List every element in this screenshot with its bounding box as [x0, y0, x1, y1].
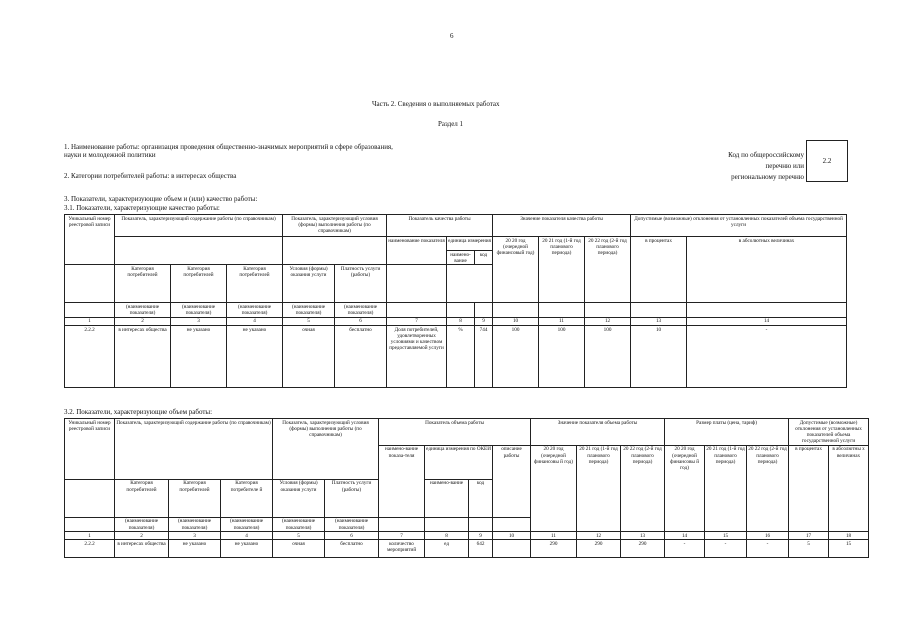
h-pct: в процентах [631, 237, 687, 303]
h-cat2: Категория потребителей [171, 265, 227, 303]
quality-heading: 3.1. Показатели, характеризующие качество работы: [64, 204, 220, 212]
h-cat3: Категория потребителе й [221, 479, 273, 517]
h-cond2: Платность услуги (работы) [335, 265, 387, 303]
t2-nums-cell-4: 4 [221, 532, 273, 540]
h-deviation: Допустимые (возможные) отклонения от установленных показателей объема государственной услуги [631, 215, 847, 237]
t2-row-cell-17: 5 [789, 540, 829, 558]
code-box: 2.2 [806, 140, 848, 182]
t2-row-cell-11: 290 [531, 540, 577, 558]
h-y2: 20 21 год (1-й год планового периода) [539, 237, 585, 303]
t2-nums-cell-8: 8 [425, 532, 469, 540]
h-cat1: Категория потребителей [115, 265, 171, 303]
t1-row-cell-11: 100 [539, 326, 585, 388]
h-y2: 20 21 год (1-й год планового периода) [577, 445, 621, 531]
t1-nums-cell-9: 9 [475, 317, 493, 325]
h-ind: (наименование показателя) [221, 517, 273, 531]
t2-nums-cell-2: 2 [115, 532, 169, 540]
h-y3: 20 22 год (2-й год планового периода) [621, 445, 665, 531]
t1-row-cell-14: - [687, 326, 847, 388]
h-ind: (наименование показателя) [171, 303, 227, 317]
t1-nums-cell-2: 2 [115, 317, 171, 325]
t1-row-cell-13: 10 [631, 326, 687, 388]
t2-row-cell-5: очная [273, 540, 325, 558]
t1-row-cell-9: 744 [475, 326, 493, 388]
h-cond1: Условия (формы) оказания услуги [273, 479, 325, 517]
t1-nums-cell-12: 12 [585, 317, 631, 325]
t2-row-cell-2: в интересах общества [115, 540, 169, 558]
t1-nums-cell-10: 10 [493, 317, 539, 325]
volume-heading: 3.2. Показатели, характеризующие объем работы: [64, 408, 213, 416]
t1-row-cell-12: 100 [585, 326, 631, 388]
t2-row-cell-9: 642 [469, 540, 493, 558]
h-conditions: Показатель, характеризующий условия (формы) выполнения работы (по справочникам) [273, 419, 379, 480]
t2-nums-cell-3: 3 [169, 532, 221, 540]
h-content: Показатель, характеризующий содержание работы (по справочникам) [115, 419, 273, 480]
column-numbers-row [65, 317, 847, 325]
t2-nums-cell-16: 16 [747, 532, 789, 540]
t1-row-cell-1: 2.2.2 [65, 326, 115, 388]
t2-row-cell-13: 290 [621, 540, 665, 558]
t1-row-cell-6: бесплатно [335, 326, 387, 388]
t1-row-cell-3: не указано [171, 326, 227, 388]
t2-row-cell-3: не указано [169, 540, 221, 558]
t1-row-cell-4: не указано [227, 326, 283, 388]
t2-row-cell-15: - [705, 540, 747, 558]
h-ind: (наименование показателя) [227, 303, 283, 317]
t1-nums-cell-7: 7 [387, 317, 447, 325]
t2-nums-cell-9: 9 [469, 532, 493, 540]
h-content: Показатель, характеризующий содержание работы (по справочникам) [115, 215, 283, 237]
code-label-2: перечню или [765, 162, 804, 170]
t2-nums-cell-11: 11 [531, 532, 577, 540]
t1-row-cell-7: Доля потребителей, удовлетворенных условиями и качеством предоставляемой услуги [387, 326, 447, 388]
table-row [65, 326, 847, 388]
t2-nums-cell-5: 5 [273, 532, 325, 540]
h-unit-code: код [475, 251, 493, 265]
t2-nums-cell-17: 17 [789, 532, 829, 540]
t2-row-cell-7: количество мероприятий [379, 540, 425, 558]
h-unit-code: код [469, 479, 493, 517]
h-ind: (наименование показателя) [169, 517, 221, 531]
t1-nums-cell-13: 13 [631, 317, 687, 325]
h-cond1: Условия (формы) оказания услуги [283, 265, 335, 303]
section-title: Раздел 1 [438, 120, 464, 128]
h-volume: Показатель объема работы [379, 419, 531, 446]
t2-row-cell-16: - [747, 540, 789, 558]
h-y3: 20 22 год (2-й год планового периода) [585, 237, 631, 303]
h-ind: (наименование показателя) [115, 303, 171, 317]
h-value: Значение показателя объема работы [531, 419, 665, 446]
h-ind: (наименование показателя) [115, 517, 169, 531]
table-row [65, 540, 869, 558]
t2-row-cell-18: 15 [829, 540, 869, 558]
h-cat1: Категория потребителей [115, 479, 169, 517]
t1-nums-cell-5: 5 [283, 317, 335, 325]
indicators-heading: 3. Показатели, характеризующие объем и (или) качество работы: [64, 195, 258, 203]
h-conditions: Показатель, характеризующий условия (формы) выполнения работы (по справочникам) [283, 215, 387, 237]
t1-nums-cell-6: 6 [335, 317, 387, 325]
t2-row-cell-4: не указано [221, 540, 273, 558]
h-abs: в абсолютны х величинах [829, 445, 869, 531]
h-y1: 20 20 год (очередной финансовый год) [493, 237, 539, 303]
h-deviation: Допустимые (возможные) отклонения от установленных показателей объема государственной услуги [789, 419, 869, 446]
t2-row-cell-6: бесплатно [325, 540, 379, 558]
work-name-cont: науки и молодежной политики [64, 151, 156, 159]
t2-nums-cell-12: 12 [577, 532, 621, 540]
t2-nums-cell-15: 15 [705, 532, 747, 540]
h-name: наименование показателя [387, 237, 447, 265]
h-cond2: Платность услуги (работы) [325, 479, 379, 517]
h-desc: описание работы [493, 445, 531, 517]
h-unit: единица измерения [447, 237, 493, 251]
t2-nums-cell-10: 10 [493, 532, 531, 540]
h-f3: 20 22 год (2-й год планового периода) [747, 445, 789, 531]
h-y1: 20 20 год (очередной финансовы й год) [531, 445, 577, 531]
part-title: Часть 2. Сведения о выполняемых работах [372, 100, 500, 108]
t1-row-cell-2: в интересах общества [115, 326, 171, 388]
h-pct: в процентах [789, 445, 829, 531]
t2-row-cell-10 [493, 540, 531, 558]
t2-nums-cell-18: 18 [829, 532, 869, 540]
h-unit-name: наимено-вание [447, 251, 475, 265]
h-unique: Уникальный номер реестровой записи [65, 419, 115, 480]
t1-nums-cell-4: 4 [227, 317, 283, 325]
t1-nums-cell-8: 8 [447, 317, 475, 325]
h-unique: Уникальный номер реестровой записи [65, 215, 115, 265]
consumer-category: 2. Категории потребителей работы: в интересах общества [64, 172, 237, 180]
work-name: 1. Наименование работы: организация проведения общественно-значимых мероприятий в сфере образования, [64, 143, 393, 151]
h-unit-name: наимено-вание [425, 479, 469, 517]
h-cat2: Категория потребителей [169, 479, 221, 517]
column-numbers-row [65, 532, 869, 540]
h-ind: (наименование показателя) [325, 517, 379, 531]
h-unit: единица измерения по ОКЕИ [425, 445, 493, 479]
t2-nums-cell-1: 1 [65, 532, 115, 540]
t2-nums-cell-14: 14 [665, 532, 705, 540]
volume-table [64, 418, 869, 558]
h-cat3: Категория потребителей [227, 265, 283, 303]
h-fee: Размер платы (цена, тариф) [665, 419, 789, 446]
t1-row-cell-10: 100 [493, 326, 539, 388]
code-label-1: Код по общероссийскому [728, 151, 804, 159]
t2-nums-cell-7: 7 [379, 532, 425, 540]
t1-nums-cell-3: 3 [171, 317, 227, 325]
t1-nums-cell-1: 1 [65, 317, 115, 325]
t1-nums-cell-11: 11 [539, 317, 585, 325]
t1-row-cell-5: очная [283, 326, 335, 388]
h-name: наимено-вание показа-теля [379, 445, 425, 517]
code-label-3: региональному перечню [731, 173, 804, 181]
quality-table [64, 214, 847, 388]
t2-nums-cell-13: 13 [621, 532, 665, 540]
h-abs: в абсолютных величинах [687, 237, 847, 303]
h-f1: 20 20 год (очередной финансовы й год) [665, 445, 705, 531]
t1-nums-cell-14: 14 [687, 317, 847, 325]
h-ind: (наименование показателя) [335, 303, 387, 317]
h-f2: 20 21 год (1-й год планового периода) [705, 445, 747, 531]
h-quality: Показатель качества работы [387, 215, 493, 237]
h-ind: (наименование показателя) [283, 303, 335, 317]
t1-row-cell-8: % [447, 326, 475, 388]
t2-row-cell-12: 290 [577, 540, 621, 558]
h-ind: (наименование показателя) [273, 517, 325, 531]
t2-nums-cell-6: 6 [325, 532, 379, 540]
t2-row-cell-1: 2.2.2 [65, 540, 115, 558]
h-value: Значение показателя качества работы [493, 215, 631, 237]
t2-row-cell-14: - [665, 540, 705, 558]
page-number: 6 [450, 32, 454, 40]
t2-row-cell-8: ед [425, 540, 469, 558]
